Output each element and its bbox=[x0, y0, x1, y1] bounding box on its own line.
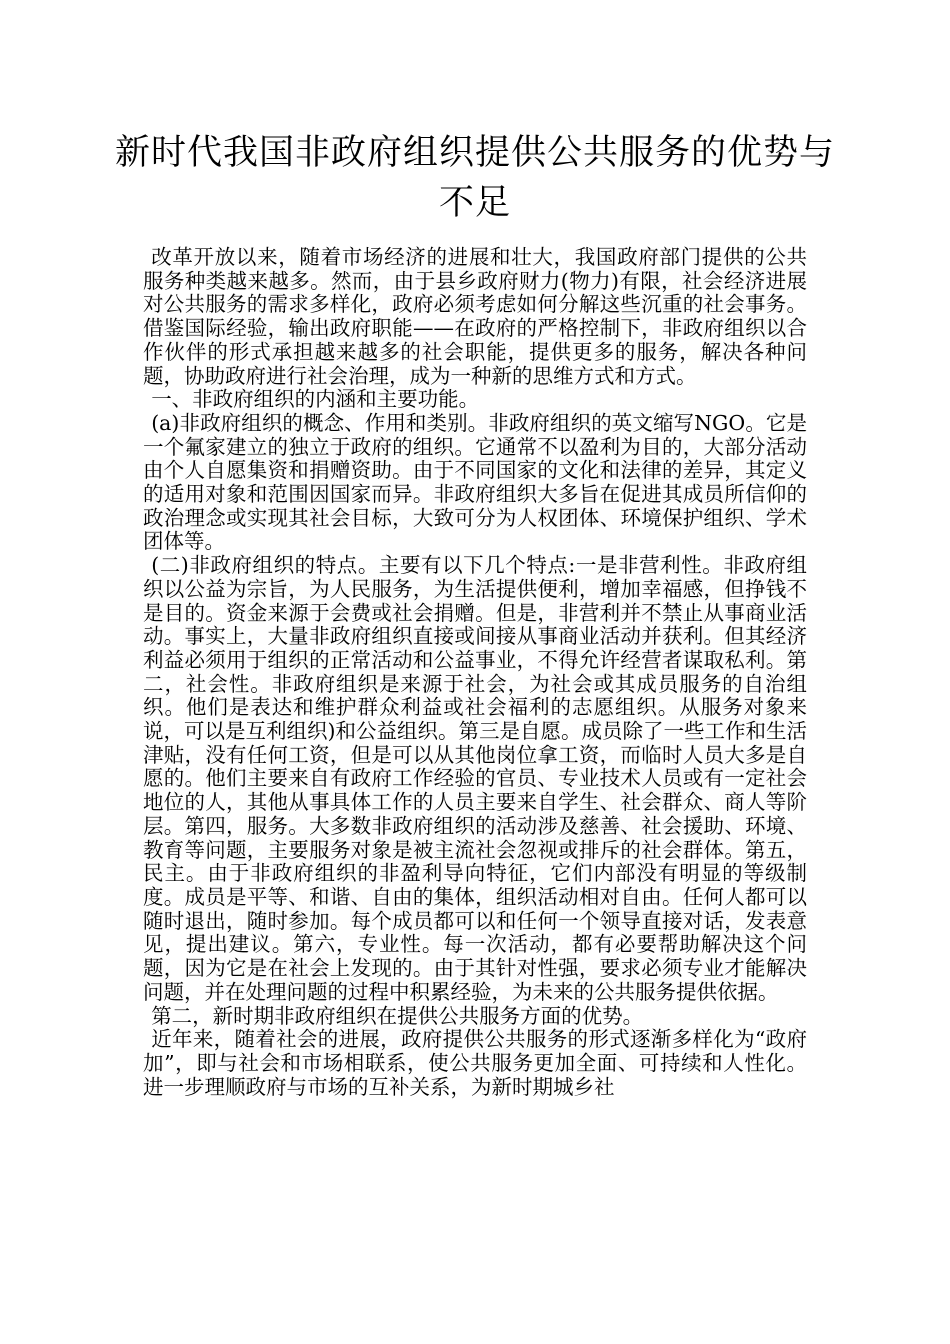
paragraph-ngo-features: (二)非政府组织的特点。主要有以下几个特点:一是非营利性。非政府组织以公益为宗旨，为人民服务，为生活提供便利，增加幸福感，但挣钱不是目的。资金来源于会费或社会捐赠。但是，非营利并不禁止从事商业活动。事实上，大量非政府组织直接或间接从事商业活动并获利。但其经济利益必须用于组织的正常活动和公益事业，不得允许经营者谋取私利。第二，社会性。非政府组织是来源于社会，为社会或其成员服务的自治组织。他们是表达和维护群众利益或社会福利的志愿组织。从服务对象来说，可以是互利组织)和公益组织。第三是自愿。成员除了一些工作和生活津贴，没有任何工资，但是可以从其他岗位拿工资，而临时人员大多是自愿的。他们主要来自有政府工作经验的官员、专业技术人员或有一定社会地位的人，其他从事具体工作的人员主要来自学生、社会群众、商人等阶层。第四，服务。大多数非政府组织的活动涉及慈善、社会援助、环境、教育等问题，主要服务对象是被主流社会忽视或排斥的社会群体。第五，民主。由于非政府组织的非盈利导向特征，它们内部没有明显的等级制度。成员是平等、和谐、自由的集体，组织活动相对自由。任何人都可以随时退出，随时参加。每个成员都可以和任何一个领导直接对话，发表意见，提出建议。第六，专业性。每一次活动，都有必要帮助解决这个问题，因为它是在社会上发现的。由于其针对性强，要求必须专业才能解决问题，并在处理问题的过程中积累经验，为未来的公共服务提供依据。 bbox=[143, 553, 807, 1004]
paragraph-ngo-concept: (a)非政府组织的概念、作用和类别。非政府组织的英文缩写NGO。它是一个氟家建立的独立于政府的组织。它通常不以盈利为目的，大部分活动由个人自愿集资和捐赠资助。由于不同国家的文化和法律的差异，其定义的适用对象和范围因国家而异。非政府组织大多旨在促进其成员所信仰的政治理念或实现其社会目标，大致可分为人权团体、环境保护组织、学术团体等。 bbox=[143, 410, 807, 554]
paragraph-intro: 改革开放以来，随着市场经济的进展和壮大，我国政府部门提供的公共服务种类越来越多。然而，由于县乡政府财力(物力)有限，社会经济进展对公共服务的需求多样化，政府必须考虑如何分解这些沉重的社会事务。借鉴国际经验，输出政府职能——在政府的严格控制下，非政府组织以合作伙伴的形式承担越来越多的社会职能，提供更多的服务，解决各种问题，协助政府进行社会治理，成为一种新的思维方式和方式。 bbox=[143, 245, 807, 388]
document-title: 新时代我国非政府组织提供公共服务的优势与不足 bbox=[114, 133, 835, 223]
section-heading-1: 一、非政府组织的内涵和主要功能。 bbox=[151, 387, 480, 412]
paragraph-recent-years: 近年来，随着社会的进展，政府提供公共服务的形式逐渐多样化为“政府加”，即与社会和市场相联系，使公共服务更加全面、可持续和人性化。进一步理顺政府与市场的互补关系，为新时期城乡社 bbox=[143, 1027, 807, 1099]
section-heading-2: 第二，新时期非政府组织在提供公共服务方面的优势。 bbox=[151, 1003, 644, 1028]
document-body bbox=[143, 246, 807, 1099]
